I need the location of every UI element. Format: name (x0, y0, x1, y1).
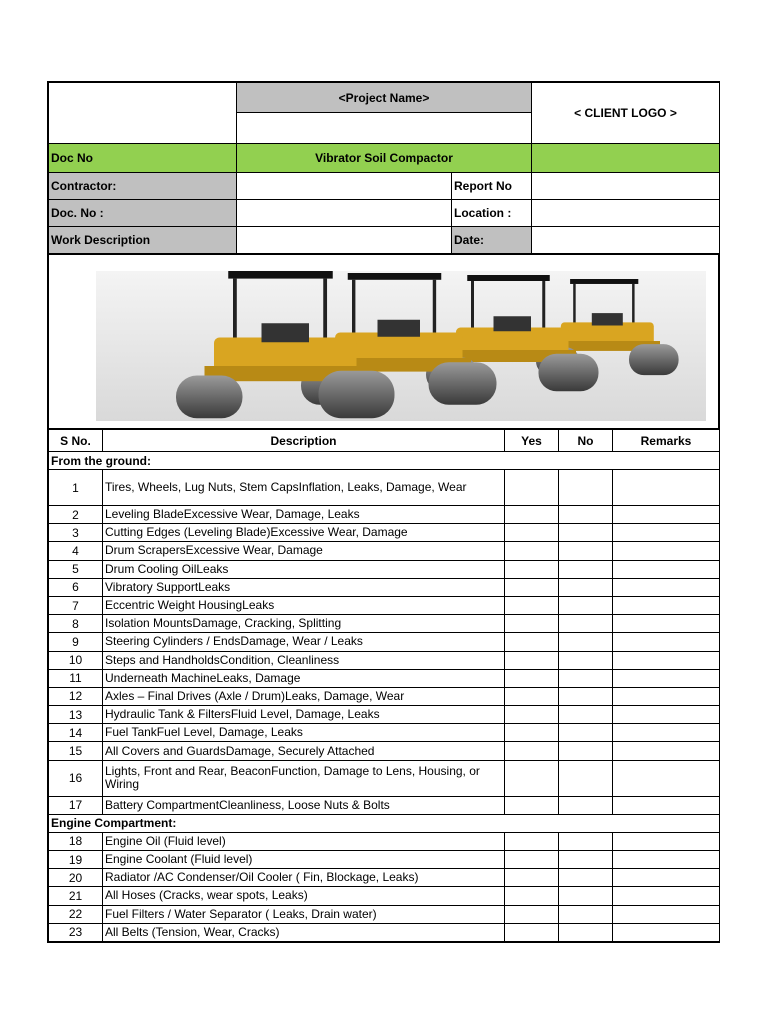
row-yes-cell[interactable] (505, 651, 559, 669)
table-row (49, 742, 720, 760)
date-label: Date: (452, 227, 532, 254)
image-cell (49, 255, 719, 429)
row-no-cell[interactable] (559, 669, 613, 687)
row-remarks-cell[interactable] (613, 742, 720, 760)
row-no-cell[interactable] (559, 615, 613, 633)
report-no-field[interactable] (532, 173, 720, 200)
row-yes-cell[interactable] (505, 596, 559, 614)
row-number: 6 (49, 578, 103, 596)
table-row (49, 651, 720, 669)
table-row (49, 869, 720, 887)
row-description: Vibratory SupportLeaks (103, 578, 505, 596)
row-no-cell[interactable] (559, 887, 613, 905)
row-no-cell[interactable] (559, 796, 613, 814)
section-title: From the ground: (49, 452, 720, 470)
row-number: 19 (49, 851, 103, 869)
row-yes-cell[interactable] (505, 669, 559, 687)
row-remarks-cell[interactable] (613, 851, 720, 869)
row-remarks-cell[interactable] (613, 669, 720, 687)
section-title: Engine Compartment: (49, 814, 720, 832)
col-yes: Yes (505, 430, 559, 452)
contractor-field[interactable] (237, 173, 452, 200)
row-remarks-cell[interactable] (613, 470, 720, 506)
row-description: Drum Cooling OilLeaks (103, 560, 505, 578)
table-row (49, 506, 720, 524)
row-yes-cell[interactable] (505, 506, 559, 524)
row-number: 17 (49, 796, 103, 814)
checklist-table (48, 429, 720, 942)
contractor-label: Contractor: (49, 173, 237, 200)
project-name: <Project Name> (237, 83, 532, 113)
table-row (49, 851, 720, 869)
table-row (49, 578, 720, 596)
table-row (49, 524, 720, 542)
header-table (48, 82, 720, 254)
row-remarks-cell[interactable] (613, 923, 720, 941)
row-yes-cell[interactable] (505, 524, 559, 542)
row-description: Fuel Filters / Water Separator ( Leaks, Drain water) (103, 905, 505, 923)
table-row (49, 796, 720, 814)
row-yes-cell[interactable] (505, 706, 559, 724)
row-number: 4 (49, 542, 103, 560)
row-no-cell[interactable] (559, 724, 613, 742)
work-description-field[interactable] (237, 227, 452, 254)
work-description-label: Work Description (49, 227, 237, 254)
row-no-cell[interactable] (559, 470, 613, 506)
row-no-cell[interactable] (559, 742, 613, 760)
row-remarks-cell[interactable] (613, 651, 720, 669)
table-row (49, 633, 720, 651)
table-row (49, 760, 720, 796)
row-no-cell[interactable] (559, 851, 613, 869)
row-yes-cell[interactable] (505, 760, 559, 796)
row-remarks-cell[interactable] (613, 542, 720, 560)
row-no-cell[interactable] (559, 596, 613, 614)
row-no-cell[interactable] (559, 905, 613, 923)
image-table (48, 254, 719, 429)
doc-no-field[interactable] (237, 200, 452, 227)
row-remarks-cell[interactable] (613, 887, 720, 905)
row-number: 10 (49, 651, 103, 669)
table-row (49, 832, 720, 850)
row-description: Isolation MountsDamage, Cracking, Splitting (103, 615, 505, 633)
row-yes-cell[interactable] (505, 923, 559, 941)
row-remarks-cell[interactable] (613, 615, 720, 633)
row-description: All Hoses (Cracks, wear spots, Leaks) (103, 887, 505, 905)
row-number: 16 (49, 760, 103, 796)
row-number: 15 (49, 742, 103, 760)
row-number: 21 (49, 887, 103, 905)
row-description: Cutting Edges (Leveling Blade)Excessive Wear, Damage (103, 524, 505, 542)
row-description: Eccentric Weight HousingLeaks (103, 596, 505, 614)
row-remarks-cell[interactable] (613, 796, 720, 814)
row-yes-cell[interactable] (505, 869, 559, 887)
row-number: 11 (49, 669, 103, 687)
row-yes-cell[interactable] (505, 832, 559, 850)
row-remarks-cell[interactable] (613, 578, 720, 596)
row-no-cell[interactable] (559, 832, 613, 850)
row-no-cell[interactable] (559, 633, 613, 651)
row-no-cell[interactable] (559, 651, 613, 669)
row-description: Axles – Final Drives (Axle / Drum)Leaks, Damage, Wear (103, 687, 505, 705)
table-row (49, 724, 720, 742)
row-remarks-cell[interactable] (613, 524, 720, 542)
table-row (49, 923, 720, 941)
table-row (49, 596, 720, 614)
doc-no-heading: Doc No (49, 144, 237, 173)
row-description: Battery CompartmentCleanliness, Loose Nuts & Bolts (103, 796, 505, 814)
row-yes-cell[interactable] (505, 724, 559, 742)
row-number: 20 (49, 869, 103, 887)
location-field[interactable] (532, 200, 720, 227)
row-remarks-cell[interactable] (613, 905, 720, 923)
row-no-cell[interactable] (559, 706, 613, 724)
col-description: Description (103, 430, 505, 452)
col-sno: S No. (49, 430, 103, 452)
row-description: Drum ScrapersExcessive Wear, Damage (103, 542, 505, 560)
date-field[interactable] (532, 227, 720, 254)
table-row (49, 615, 720, 633)
row-description: Steps and HandholdsCondition, Cleanliness (103, 651, 505, 669)
row-yes-cell[interactable] (505, 578, 559, 596)
row-no-cell[interactable] (559, 506, 613, 524)
row-description: Steering Cylinders / EndsDamage, Wear / Leaks (103, 633, 505, 651)
row-description: Tires, Wheels, Lug Nuts, Stem CapsInflation, Leaks, Damage, Wear (103, 470, 505, 506)
row-description: Leveling BladeExcessive Wear, Damage, Leaks (103, 506, 505, 524)
row-no-cell[interactable] (559, 760, 613, 796)
row-number: 13 (49, 706, 103, 724)
col-remarks: Remarks (613, 430, 720, 452)
row-remarks-cell[interactable] (613, 706, 720, 724)
location-label: Location : (452, 200, 532, 227)
project-name-value[interactable] (237, 113, 532, 144)
column-header-row (49, 430, 720, 452)
table-row (49, 560, 720, 578)
row-no-cell[interactable] (559, 524, 613, 542)
row-remarks-cell[interactable] (613, 506, 720, 524)
row-number: 22 (49, 905, 103, 923)
table-row (49, 687, 720, 705)
table-row (49, 669, 720, 687)
row-number: 2 (49, 506, 103, 524)
row-description: Hydraulic Tank & FiltersFluid Level, Damage, Leaks (103, 706, 505, 724)
row-description: All Belts (Tension, Wear, Cracks) (103, 923, 505, 941)
row-yes-cell[interactable] (505, 796, 559, 814)
row-no-cell[interactable] (559, 869, 613, 887)
row-number: 5 (49, 560, 103, 578)
compactor-photo (96, 271, 706, 421)
row-yes-cell[interactable] (505, 633, 559, 651)
row-description: All Covers and GuardsDamage, Securely Attached (103, 742, 505, 760)
table-row (49, 470, 720, 506)
row-number: 9 (49, 633, 103, 651)
row-no-cell[interactable] (559, 923, 613, 941)
row-remarks-cell[interactable] (613, 832, 720, 850)
page-title: Vibrator Soil Compactor (237, 144, 532, 173)
row-description: Fuel TankFuel Level, Damage, Leaks (103, 724, 505, 742)
row-yes-cell[interactable] (505, 470, 559, 506)
row-no-cell[interactable] (559, 542, 613, 560)
row-description: Engine Oil (Fluid level) (103, 832, 505, 850)
report-no-label: Report No (452, 173, 532, 200)
row-no-cell[interactable] (559, 687, 613, 705)
row-remarks-cell[interactable] (613, 724, 720, 742)
row-description: Underneath MachineLeaks, Damage (103, 669, 505, 687)
table-row (49, 706, 720, 724)
row-yes-cell[interactable] (505, 687, 559, 705)
inspection-sheet (47, 81, 720, 943)
row-number: 18 (49, 832, 103, 850)
row-number: 1 (49, 470, 103, 506)
row-number: 23 (49, 923, 103, 941)
row-yes-cell[interactable] (505, 887, 559, 905)
row-description: Radiator /AC Condenser/Oil Cooler ( Fin, Blockage, Leaks) (103, 869, 505, 887)
row-number: 3 (49, 524, 103, 542)
client-logo: < CLIENT LOGO > (532, 83, 720, 144)
row-number: 12 (49, 687, 103, 705)
row-remarks-cell[interactable] (613, 869, 720, 887)
row-no-cell[interactable] (559, 578, 613, 596)
row-remarks-cell[interactable] (613, 560, 720, 578)
table-row (49, 542, 720, 560)
row-description: Lights, Front and Rear, BeaconFunction, Damage to Lens, Housing, or Wiring (103, 760, 505, 796)
row-yes-cell[interactable] (505, 742, 559, 760)
doc-no-label: Doc. No : (49, 200, 237, 227)
row-remarks-cell[interactable] (613, 633, 720, 651)
header-blank-cell (49, 83, 237, 144)
row-yes-cell[interactable] (505, 560, 559, 578)
section-row (49, 814, 720, 832)
row-number: 8 (49, 615, 103, 633)
section-row (49, 452, 720, 470)
row-yes-cell[interactable] (505, 542, 559, 560)
row-yes-cell[interactable] (505, 905, 559, 923)
col-no: No (559, 430, 613, 452)
row-remarks-cell[interactable] (613, 596, 720, 614)
row-number: 7 (49, 596, 103, 614)
row-no-cell[interactable] (559, 560, 613, 578)
doc-no-heading-value (532, 144, 720, 173)
table-row (49, 905, 720, 923)
row-description: Engine Coolant (Fluid level) (103, 851, 505, 869)
row-yes-cell[interactable] (505, 615, 559, 633)
row-number: 14 (49, 724, 103, 742)
row-remarks-cell[interactable] (613, 687, 720, 705)
row-yes-cell[interactable] (505, 851, 559, 869)
row-remarks-cell[interactable] (613, 760, 720, 796)
table-row (49, 887, 720, 905)
